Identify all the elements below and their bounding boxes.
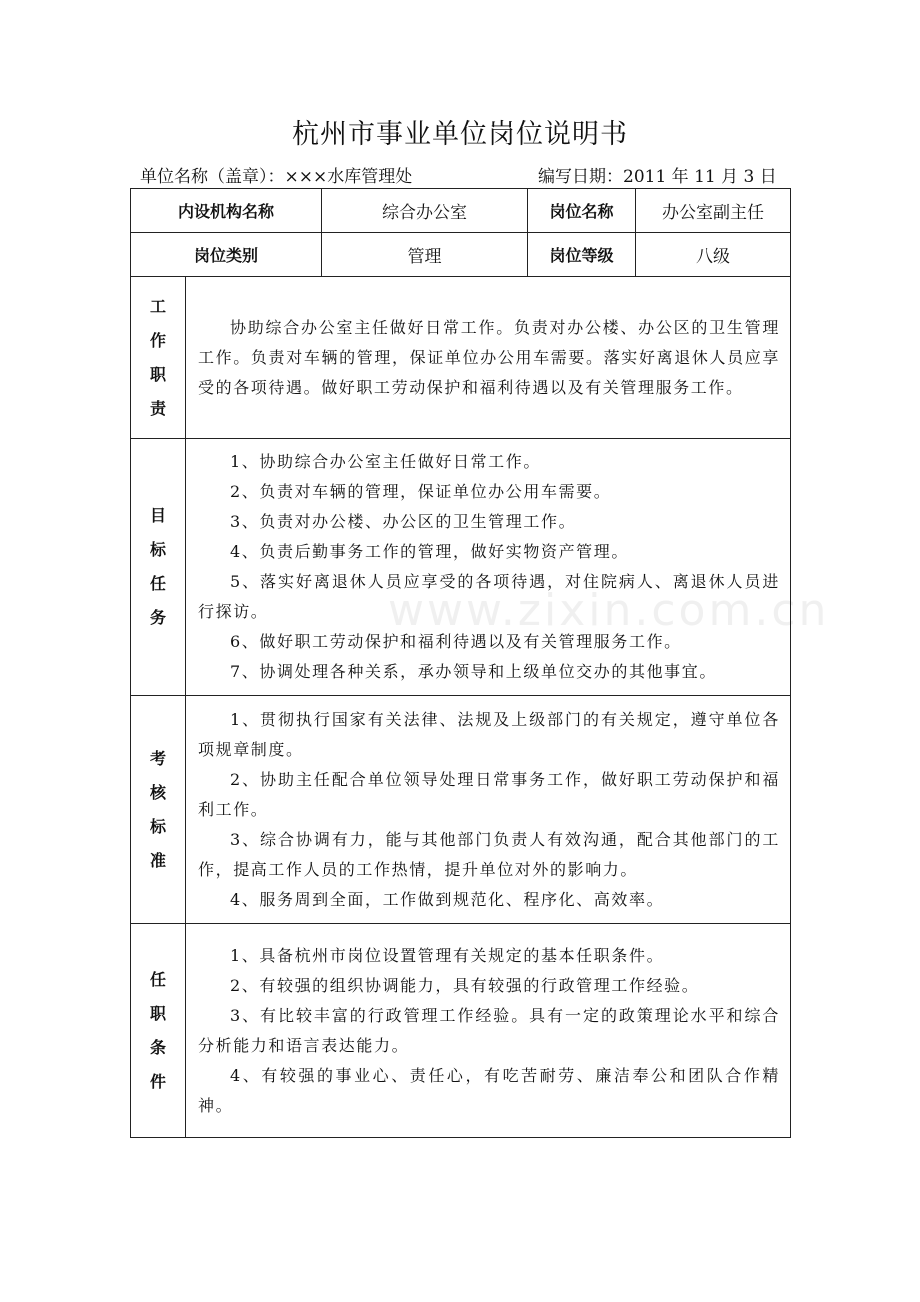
section-content — [186, 439, 791, 696]
label-char: 考 — [149, 748, 166, 768]
section-content — [186, 696, 791, 924]
paragraph: 7、协调处理各种关系，承办领导和上级单位交办的其他事宜。 — [230, 662, 717, 681]
paragraph: 3、综合协调有力，能与其他部门负责人有效沟通，配合其他部门的工作，提高工作人员的工作热情，提升单位对外的影响力。 — [198, 829, 781, 879]
label-char: 条 — [149, 1037, 166, 1057]
section-label — [131, 277, 186, 439]
section-label — [131, 696, 186, 924]
label-char: 职 — [149, 364, 166, 384]
document-title: 杭州市事业单位岗位说明书 — [292, 119, 628, 150]
paragraph: 4、有较强的事业心、责任心，有吃苦耐劳、廉洁奉公和团队合作精神。 — [198, 1065, 781, 1115]
label-char: 任 — [149, 574, 166, 593]
dept-label: 内设机构名称 — [131, 189, 322, 233]
watermark: www.zixin.com.cn — [388, 585, 830, 636]
section-assessment — [131, 696, 791, 924]
paragraph: 1、协助综合办公室主任做好日常工作。 — [230, 452, 541, 471]
label-char: 标 — [149, 540, 166, 559]
header-row-1 — [131, 189, 791, 233]
label-char: 作 — [149, 330, 166, 350]
paragraph: 2、有较强的组织协调能力，具有较强的行政管理工作经验。 — [230, 975, 700, 995]
section-label — [131, 439, 186, 696]
type-value: 管理 — [322, 233, 528, 277]
job-description-table — [130, 188, 791, 1138]
paragraph: 1、具备杭州市岗位设置管理有关规定的基本任职条件。 — [230, 945, 665, 965]
label-char: 准 — [149, 850, 166, 870]
compile-date: 编写日期：2011 年 11 月 3 日 — [538, 167, 777, 187]
section-content — [186, 924, 791, 1138]
header-row-2 — [131, 233, 791, 277]
paragraph: 3、有比较丰富的行政管理工作经验。具有一定的政策理论水平和综合分析能力和语言表达能力。 — [198, 1005, 781, 1055]
label-char: 职 — [149, 1003, 166, 1023]
label-char: 件 — [149, 1071, 166, 1091]
label-char: 任 — [149, 969, 166, 989]
grade-label: 岗位等级 — [528, 233, 636, 277]
grade-value: 八级 — [636, 233, 791, 277]
dept-value: 综合办公室 — [322, 189, 528, 233]
section-content — [186, 277, 791, 439]
label-char: 目 — [149, 506, 166, 525]
section-requirements — [131, 924, 791, 1138]
label-char: 责 — [149, 398, 166, 418]
paragraph: 2、协助主任配合单位领导处理日常事务工作，做好职工劳动保护和福利工作。 — [198, 769, 781, 819]
paragraph: 5、落实好离退休人员应享受的各项待遇，对住院病人、离退休人员进行探访。 — [198, 572, 781, 621]
type-label: 岗位类别 — [131, 233, 322, 277]
section-duties — [131, 277, 791, 439]
post-value: 办公室副主任 — [636, 189, 791, 233]
label-char: 务 — [149, 608, 166, 627]
paragraph: 2、负责对车辆的管理，保证单位办公用车需要。 — [230, 482, 612, 501]
paragraph: 4、服务周到全面，工作做到规范化、程序化、高效率。 — [230, 889, 665, 909]
paragraph: 协助综合办公室主任做好日常工作。负责对办公楼、办公区的卫生管理工作。负责对车辆的管理，保证单位办公用车需要。落实好离退休人员应享受的各项待遇。做好职工劳动保护和福利待遇以及有关管理服务工作。 — [198, 317, 781, 397]
section-targets — [131, 439, 791, 696]
section-label — [131, 924, 186, 1138]
unit-name: 单位名称（盖章）：×××水库管理处 — [140, 167, 413, 187]
label-char: 工 — [149, 296, 166, 316]
paragraph: 6、做好职工劳动保护和福利待遇以及有关管理服务工作。 — [230, 632, 682, 651]
post-label: 岗位名称 — [528, 189, 636, 233]
paragraph: 3、负责对办公楼、办公区的卫生管理工作。 — [230, 512, 577, 531]
label-char: 核 — [149, 782, 166, 802]
paragraph: 4、负责后勤事务工作的管理，做好实物资产管理。 — [230, 542, 629, 561]
label-char: 标 — [149, 816, 166, 836]
paragraph: 1、贯彻执行国家有关法律、法规及上级部门的有关规定，遵守单位各项规章制度。 — [198, 709, 781, 759]
